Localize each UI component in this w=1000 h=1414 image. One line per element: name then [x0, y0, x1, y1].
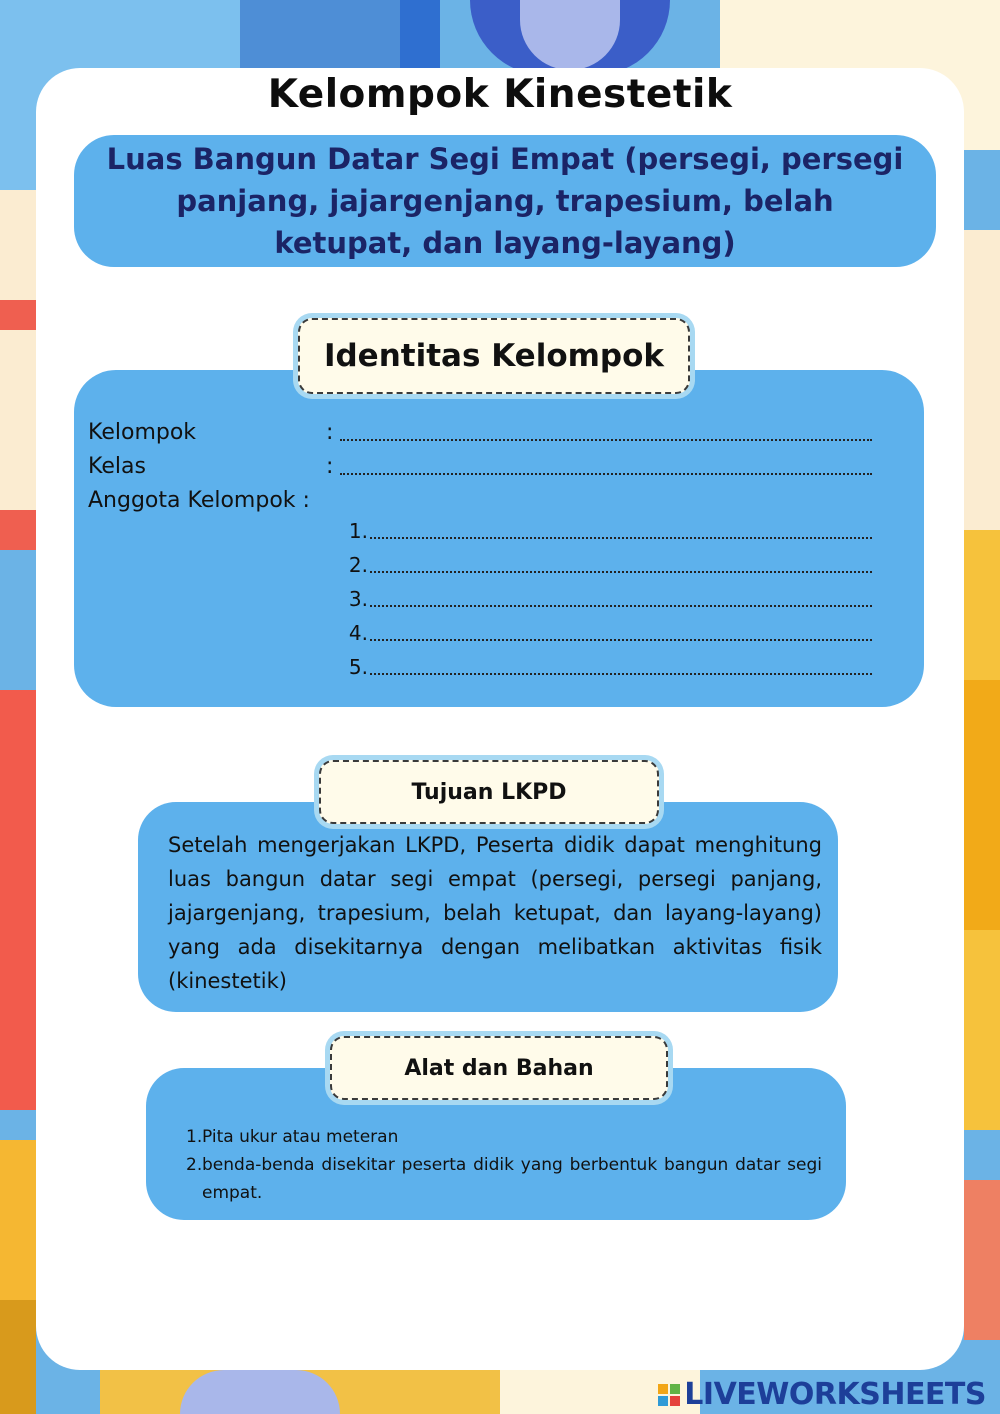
topic-text: Luas Bangun Datar Segi Empat (persegi, persegi panjang, jajargenjang, trapesium, belah ketupat, dan layang-layang) [106, 142, 904, 260]
member-field-3[interactable] [370, 605, 872, 607]
list-text: Pita ukur atau meteran [202, 1127, 399, 1147]
member-field-1[interactable] [370, 537, 872, 539]
kelompok-label: Kelompok [88, 420, 197, 445]
identity-heading: Identitas Kelompok [298, 318, 690, 394]
member-number: 1. [348, 519, 368, 543]
brand-name: LIVEWORKSHEETS [684, 1377, 986, 1412]
member-field-2[interactable] [370, 571, 872, 573]
member-number: 2. [348, 553, 368, 577]
list-item [186, 1123, 822, 1151]
member-number: 3. [348, 587, 368, 611]
list-text: benda-benda disekitar peserta didik yang berbentuk bangun datar segi empat. [202, 1155, 822, 1203]
member-field-5[interactable] [370, 673, 872, 675]
brand-logo [658, 1377, 986, 1412]
member-field-4[interactable] [370, 639, 872, 641]
tujuan-panel [138, 802, 838, 1012]
page-title: Kelompok Kinestetik [267, 72, 733, 117]
anggota-label: Anggota Kelompok : [88, 488, 310, 513]
list-item [186, 1151, 822, 1207]
kelompok-field[interactable] [340, 439, 872, 441]
list-number: 1. [186, 1127, 203, 1147]
tujuan-text: Setelah mengerjakan LKPD, Peserta didik dapat menghitung luas bangun datar segi empat (persegi, persegi panjang, jajargenjang, trapesium, belah ketupat, dan layang-layang) yang ada disekitarnya dengan melibatkan aktivitas fisik (kinestetik) [168, 833, 822, 993]
kelas-field[interactable] [340, 473, 872, 475]
kelompok-colon: : [326, 420, 334, 445]
kelas-colon: : [326, 454, 334, 479]
topic-banner [74, 135, 936, 267]
liveworksheets-icon [658, 1384, 680, 1406]
member-number: 4. [348, 621, 368, 645]
list-number: 2. [186, 1155, 203, 1175]
alat-list [186, 1123, 822, 1207]
member-number: 5. [348, 655, 368, 679]
kelas-label: Kelas [88, 454, 146, 479]
alat-heading: Alat dan Bahan [330, 1036, 668, 1100]
tujuan-heading: Tujuan LKPD [319, 760, 659, 824]
